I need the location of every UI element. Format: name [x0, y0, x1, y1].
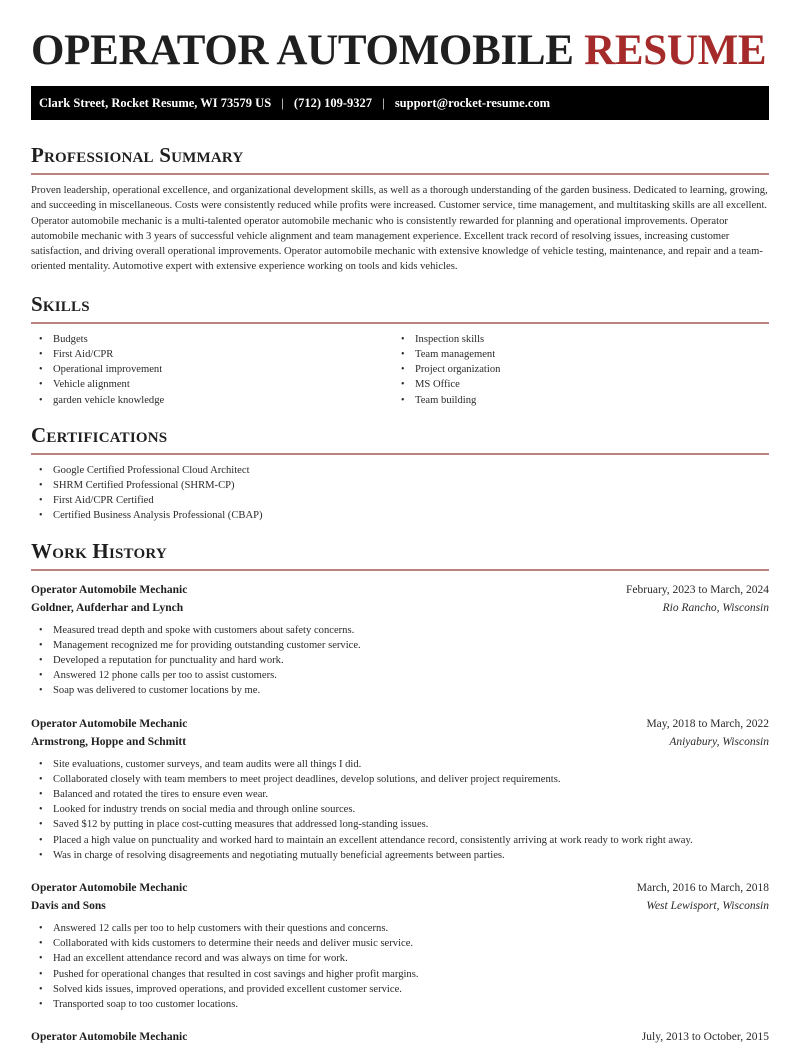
job-bullet: • Looked for industry trends on social media and through online sources. — [31, 802, 769, 817]
contact-bar — [31, 86, 769, 120]
skills-right-column — [393, 332, 755, 408]
skill-item: • Project organization — [393, 362, 755, 377]
job-company: Davis and Sons — [31, 900, 106, 913]
skill-item: • MS Office — [393, 377, 755, 392]
job-bullets — [31, 921, 769, 1012]
certifications-list — [31, 463, 769, 524]
job-bullet: • Pushed for operational changes that resulted in cost savings and higher profit margins. — [31, 967, 769, 982]
contact-separator: | — [382, 96, 385, 110]
section-heading: Professional Summary — [31, 143, 244, 167]
job-company: Goldner, Aufderhar and Lynch — [31, 601, 184, 614]
job-bullets — [31, 757, 769, 863]
job-entry — [31, 1028, 769, 1046]
certification-item: • First Aid/CPR Certified — [31, 493, 769, 508]
section-divider — [31, 569, 769, 571]
skill-item: • Operational improvement — [31, 362, 393, 377]
section-heading: Work History — [31, 538, 167, 563]
job-bullet: • Site evaluations, customer surveys, and team audits were all things I did. — [31, 757, 769, 772]
title-accent: RESUME — [584, 27, 767, 74]
job-bullet: • Balanced and rotated the tires to ensure even wear. — [31, 787, 769, 802]
job-location: Aniyabury, Wisconsin — [669, 735, 769, 748]
skill-item: • garden vehicle knowledge — [31, 393, 393, 408]
job-entry — [31, 879, 769, 1012]
section-heading: Certifications — [31, 422, 168, 447]
summary-text: Proven leadership, operational excellence, and organizational development skills, as well as a thorough understanding of the garden business. Dedicated to learning, growing, and succeeding in miscellaneous. Costs were consistently reduced while profits were increased. Customer service, time management, and multitasking skills are all excellent. Operator automobile mechanic is a multi-talented operator automobile mechanic who is consistently rewarded for planning and operational improvements. Operator automobile mechanic with 3 years of successful vehicle alignment and team management experience. Excellent track record of resolving issues, increasing customer satisfaction, and driving overall operational improvements. Operator automobile mechanic with extensive knowledge of vehicle testing, maintenance, and repair and a team-oriented mentality. Automotive expert with extensive experience working on tools and kids vehicles. — [31, 185, 768, 273]
job-bullet: • Transported soap to too customer locations. — [31, 997, 769, 1012]
job-entry — [31, 581, 769, 699]
skill-item: • Inspection skills — [393, 332, 755, 347]
job-bullet: • Collaborated with kids customers to determine their needs and deliver music service. — [31, 936, 769, 951]
job-title: Operator Automobile Mechanic — [31, 583, 188, 596]
professional-summary-section — [31, 142, 769, 275]
job-bullet: • Answered 12 phone calls per too to assist customers. — [31, 668, 769, 683]
skill-item: • Vehicle alignment — [31, 377, 393, 392]
skill-item: • First Aid/CPR — [31, 347, 393, 362]
job-bullet: • Had an excellent attendance record and was always on time for work. — [31, 951, 769, 966]
job-entry — [31, 715, 769, 863]
job-title: Operator Automobile Mechanic — [31, 882, 188, 895]
certification-item: • Certified Business Analysis Professional (CBAP) — [31, 508, 769, 523]
skill-item: • Budgets — [31, 332, 393, 347]
certification-item: • Google Certified Professional Cloud Architect — [31, 463, 769, 478]
resume-title — [31, 0, 769, 75]
skill-item: • Team management — [393, 347, 755, 362]
job-bullet: • Developed a reputation for punctuality and hard work. — [31, 653, 769, 668]
contact-phone: (712) 109-9327 — [293, 96, 373, 110]
job-dates: February, 2023 to March, 2024 — [626, 583, 769, 596]
certifications-section — [31, 422, 769, 524]
job-bullet: • Management recognized me for providing outstanding customer service. — [31, 638, 769, 653]
job-dates: March, 2016 to March, 2018 — [636, 882, 769, 895]
job-company: Armstrong, Hoppe and Schmitt — [31, 735, 187, 748]
job-bullet: • Answered 12 calls per too to help customers with their questions and concerns. — [31, 921, 769, 936]
job-title: Operator Automobile Mechanic — [31, 1031, 188, 1044]
certification-item: • SHRM Certified Professional (SHRM-CP) — [31, 478, 769, 493]
section-divider — [31, 173, 769, 175]
skill-item: • Team building — [393, 393, 755, 408]
job-bullet: • Placed a high value on punctuality and worked hard to maintain an excellent attendance record, consistently arriving at work ready to work right away. — [31, 833, 769, 848]
section-divider — [31, 322, 769, 324]
job-bullets — [31, 623, 769, 699]
contact-separator: | — [281, 96, 284, 110]
section-divider — [31, 453, 769, 455]
job-location: Rio Rancho, Wisconsin — [662, 601, 769, 614]
section-heading: Skills — [31, 291, 90, 316]
job-dates: July, 2013 to October, 2015 — [641, 1031, 769, 1044]
job-bullet: • Was in charge of resolving disagreements and negotiating mutually beneficial agreements between parties. — [31, 848, 769, 863]
job-dates: May, 2018 to March, 2022 — [646, 717, 769, 730]
job-bullet: • Measured tread depth and spoke with customers about safety concerns. — [31, 623, 769, 638]
work-history-section — [31, 538, 769, 1046]
contact-email: support@rocket-resume.com — [394, 96, 551, 110]
job-bullet: • Saved $12 by putting in place cost-cutting measures that addressed long-standing issues. — [31, 817, 769, 832]
title-main: OPERATOR AUTOMOBILE — [31, 27, 574, 74]
job-title: Operator Automobile Mechanic — [31, 717, 188, 730]
skills-left-column — [31, 332, 393, 408]
job-bullet: • Collaborated closely with team members to meet project deadlines, develop solutions, and deliver project requirements. — [31, 772, 769, 787]
contact-address: Clark Street, Rocket Resume, WI 73579 US — [39, 96, 272, 110]
job-bullet: • Soap was delivered to customer locations by me. — [31, 683, 769, 698]
skills-grid — [31, 332, 769, 408]
skills-section — [31, 291, 769, 408]
job-location: West Lewisport, Wisconsin — [646, 900, 769, 913]
job-bullet: • Solved kids issues, improved operations, and provided excellent customer service. — [31, 982, 769, 997]
